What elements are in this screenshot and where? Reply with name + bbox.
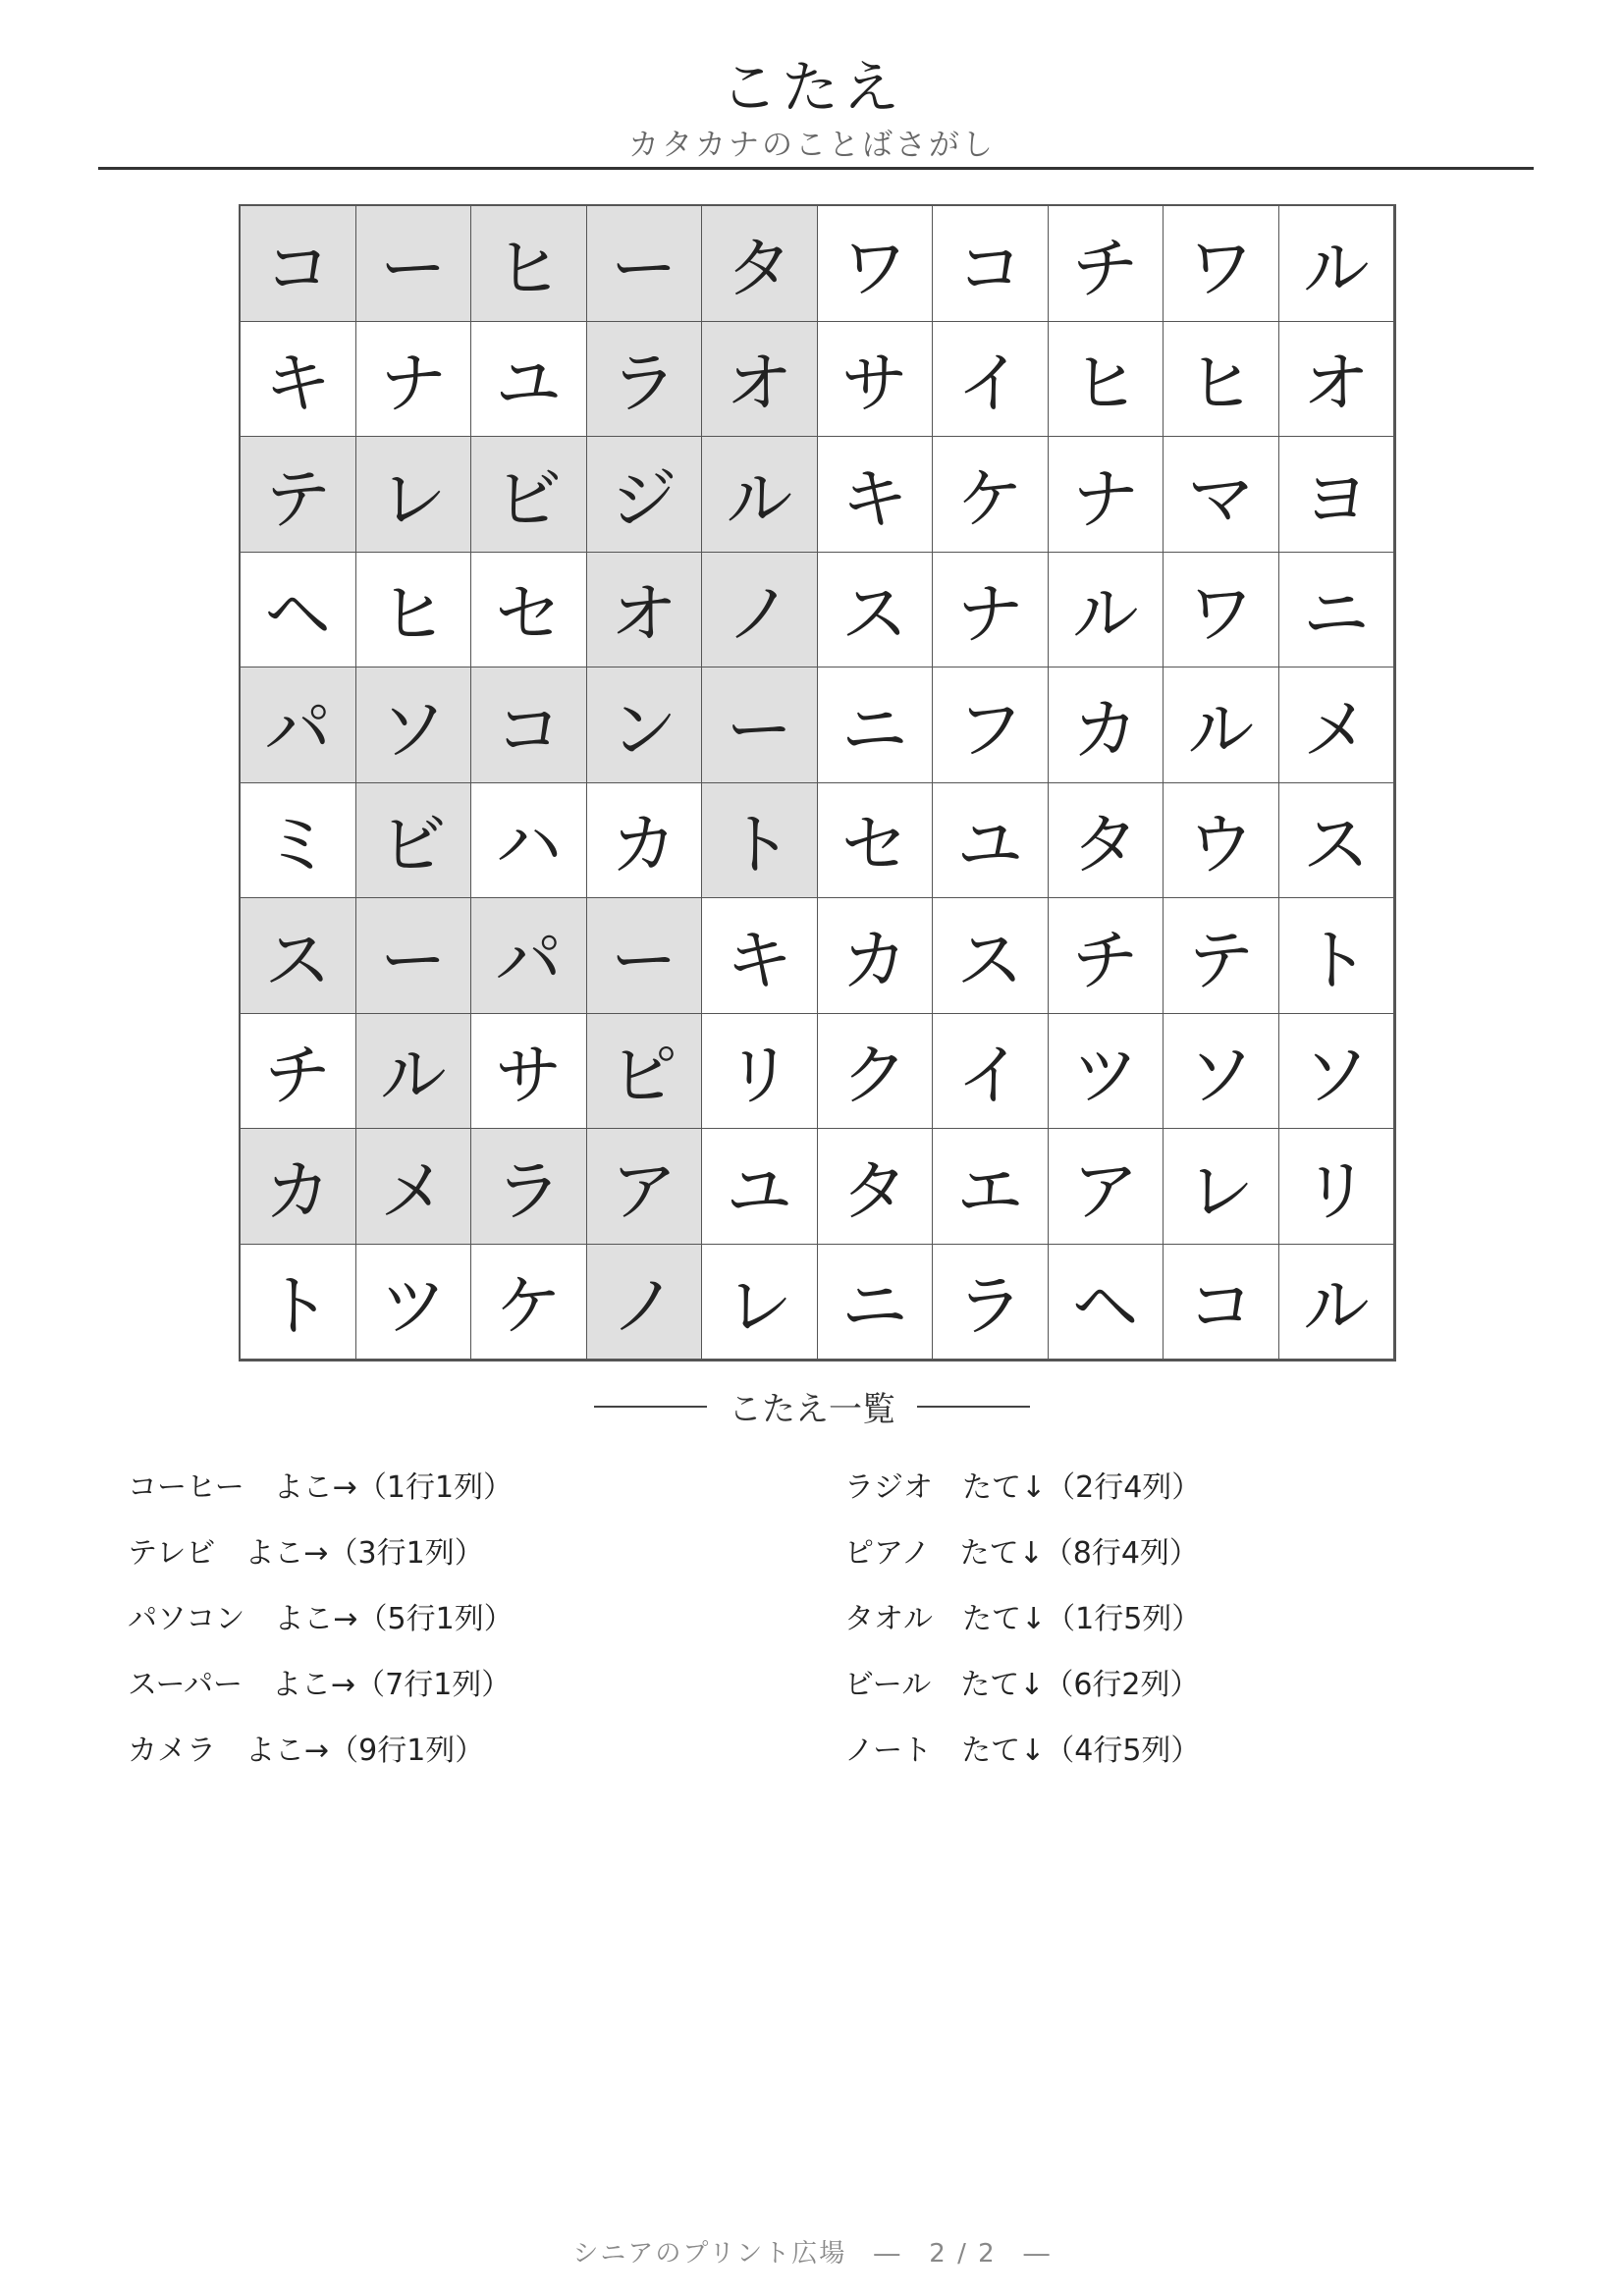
grid-cell: ハ <box>470 782 587 899</box>
grid-cell: オ <box>701 321 818 438</box>
grid-cell: ト <box>1278 897 1395 1014</box>
grid-cell: ジ <box>586 436 703 553</box>
grid-cell: ア <box>1048 1128 1164 1245</box>
grid-cell: ユ <box>470 321 587 438</box>
grid-cell: ビ <box>470 436 587 553</box>
grid-cell: ケ <box>470 1244 587 1361</box>
grid-cell: ル <box>701 436 818 553</box>
grid-cell: タ <box>817 1128 934 1245</box>
grid-cell: カ <box>817 897 934 1014</box>
answer-item: ラジオ たて↓（2行4列） <box>844 1470 1202 1505</box>
grid-cell: ー <box>701 667 818 783</box>
grid-cell: イ <box>932 321 1049 438</box>
grid-cell: ル <box>1163 667 1279 783</box>
grid-cell: ー <box>355 205 472 322</box>
grid-cell: ヘ <box>240 552 356 668</box>
grid-cell: ー <box>355 897 472 1014</box>
grid-cell: ヒ <box>470 205 587 322</box>
grid-cell: イ <box>932 1013 1049 1130</box>
grid-cell: ワ <box>817 205 934 322</box>
grid-cell: ソ <box>355 667 472 783</box>
grid-cell: タ <box>701 205 818 322</box>
grid-cell: テ <box>240 436 356 553</box>
grid-cell: レ <box>701 1244 818 1361</box>
grid-cell: ク <box>817 1013 934 1130</box>
grid-cell: ス <box>932 897 1049 1014</box>
grid-cell: コ <box>1163 1244 1279 1361</box>
answer-item: コーヒー よこ→（1行1列） <box>128 1470 514 1505</box>
grid-cell: ニ <box>1278 552 1395 668</box>
grid-cell: ル <box>355 1013 472 1130</box>
grid-cell: ツ <box>1048 1013 1164 1130</box>
answer-item: テレビ よこ→（3行1列） <box>128 1536 484 1571</box>
grid-cell: ー <box>586 897 703 1014</box>
grid-cell: ノ <box>701 552 818 668</box>
grid-cell: コ <box>470 667 587 783</box>
grid-cell: ノ <box>586 1244 703 1361</box>
grid-cell: ユ <box>932 782 1049 899</box>
grid-cell: セ <box>817 782 934 899</box>
grid-cell: オ <box>586 552 703 668</box>
grid-cell: ト <box>701 782 818 899</box>
grid-cell: ウ <box>1163 782 1279 899</box>
grid-cell: サ <box>817 321 934 438</box>
grid-cell: ル <box>1048 552 1164 668</box>
grid-cell: ビ <box>355 782 472 899</box>
heading-rule-left <box>594 1406 707 1408</box>
grid-cell: パ <box>470 897 587 1014</box>
grid-cell: ス <box>1278 782 1395 899</box>
grid-cell: レ <box>355 436 472 553</box>
grid-cell: ス <box>817 552 934 668</box>
answer-item: スーパー よこ→（7行1列） <box>128 1668 512 1702</box>
answer-item: ピアノ たて↓（8行4列） <box>844 1536 1199 1571</box>
grid-cell: レ <box>1163 1128 1279 1245</box>
heading-rule-right <box>917 1406 1030 1408</box>
grid-cell: ミ <box>240 782 356 899</box>
grid-cell: ル <box>1278 1244 1395 1361</box>
word-search-grid <box>239 204 1396 1362</box>
grid-cell: コ <box>932 205 1049 322</box>
grid-cell: ワ <box>1163 552 1279 668</box>
grid-cell: チ <box>1048 897 1164 1014</box>
page-title: こたえ <box>720 54 903 121</box>
grid-cell: ヒ <box>1048 321 1164 438</box>
grid-cell: ニ <box>817 1244 934 1361</box>
grid-cell: オ <box>1278 321 1395 438</box>
grid-cell: ケ <box>932 436 1049 553</box>
grid-cell: ヨ <box>1278 436 1395 553</box>
grid-cell: ス <box>240 897 356 1014</box>
grid-cell: ヒ <box>1163 321 1279 438</box>
grid-cell: サ <box>470 1013 587 1130</box>
grid-cell: セ <box>470 552 587 668</box>
answer-item: ビール たて↓（6行2列） <box>844 1668 1200 1702</box>
grid-cell: ツ <box>355 1244 472 1361</box>
grid-cell: ナ <box>355 321 472 438</box>
grid-cell: コ <box>240 205 356 322</box>
grid-cell: ラ <box>586 321 703 438</box>
grid-cell: ピ <box>586 1013 703 1130</box>
grid-cell: ナ <box>1048 436 1164 553</box>
grid-cell: ト <box>240 1244 356 1361</box>
header-divider <box>98 167 1534 170</box>
answer-item: カメラ よこ→（9行1列） <box>128 1734 485 1768</box>
grid-cell: タ <box>1048 782 1164 899</box>
grid-cell: ン <box>586 667 703 783</box>
grid-cell: キ <box>701 897 818 1014</box>
grid-cell: ワ <box>1163 205 1279 322</box>
grid-cell: ラ <box>932 1244 1049 1361</box>
grid-cell: ヒ <box>355 552 472 668</box>
answer-item: ノート たて↓（4行5列） <box>844 1734 1201 1768</box>
page-subtitle: カタカナのことばさがし <box>628 128 996 163</box>
grid-cell: ソ <box>1278 1013 1395 1130</box>
answer-item: パソコン よこ→（5行1列） <box>128 1602 514 1636</box>
grid-cell: リ <box>701 1013 818 1130</box>
grid-cell: メ <box>1278 667 1395 783</box>
answer-item: タオル たて↓（1行5列） <box>844 1602 1202 1636</box>
grid-cell: マ <box>1163 436 1279 553</box>
grid-cell: ソ <box>1163 1013 1279 1130</box>
grid-cell: ニ <box>817 667 934 783</box>
grid-cell: ア <box>586 1128 703 1245</box>
page-footer: シニアのプリント広場 ― 2 / 2 ― <box>572 2239 1052 2269</box>
grid-cell: チ <box>240 1013 356 1130</box>
grid-cell: メ <box>355 1128 472 1245</box>
grid-cell: ナ <box>932 552 1049 668</box>
grid-cell: ー <box>586 205 703 322</box>
grid-cell: キ <box>240 321 356 438</box>
grid-cell: テ <box>1163 897 1279 1014</box>
answer-heading-text: こたえ一覧 <box>729 1390 895 1429</box>
grid-cell: エ <box>932 1128 1049 1245</box>
grid-cell: ル <box>1278 205 1395 322</box>
answer-list-heading <box>0 1382 1624 1430</box>
grid-cell: フ <box>932 667 1049 783</box>
grid-cell: チ <box>1048 205 1164 322</box>
grid-cell: パ <box>240 667 356 783</box>
grid-cell: ラ <box>470 1128 587 1245</box>
grid-cell: カ <box>1048 667 1164 783</box>
grid-cell: カ <box>240 1128 356 1245</box>
grid-cell: カ <box>586 782 703 899</box>
grid-cell: ユ <box>701 1128 818 1245</box>
grid-cell: リ <box>1278 1128 1395 1245</box>
grid-cell: キ <box>817 436 934 553</box>
grid-cell: ヘ <box>1048 1244 1164 1361</box>
